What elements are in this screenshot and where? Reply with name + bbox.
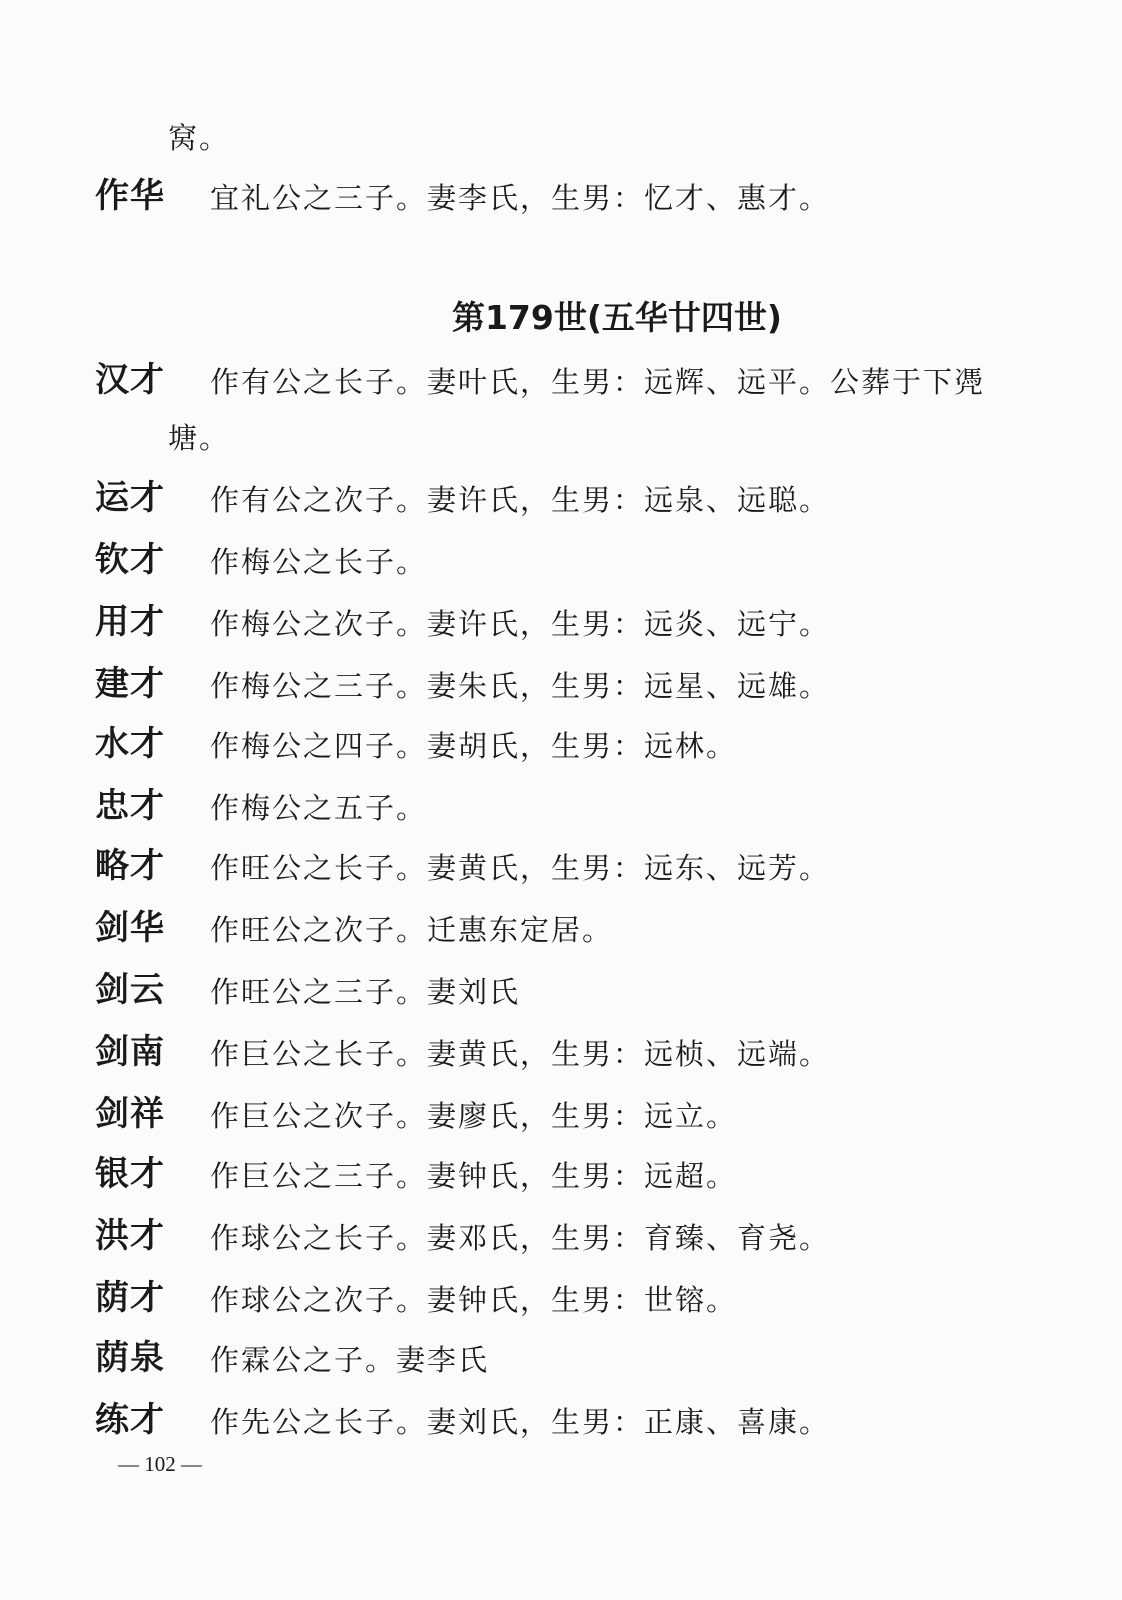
entry-name: 剑南 [95,1032,165,1072]
entry-name: 钦才 [95,540,165,580]
entry-text: 作梅公之三子。妻朱氏，生男：远星、远雄。 [210,669,831,703]
entry-text: 作先公之长子。妻刘氏，生男：正康、喜康。 [210,1405,831,1439]
entry-text: 作巨公之长子。妻黄氏，生男：远桢、远端。 [210,1037,831,1071]
continuation-text: 窝。 [168,121,231,155]
entry-text: 作旺公之次子。迁惠东定居。 [210,913,614,947]
entry-name: 练才 [95,1400,165,1440]
entry-name: 银才 [95,1154,165,1194]
entry-text: 作球公之次子。妻钟氏，生男：世镕。 [210,1283,738,1317]
entry-name: 略才 [95,846,165,886]
entry-name: 荫才 [95,1278,165,1318]
entry-text: 作梅公之长子。 [210,545,428,579]
entry-name: 荫泉 [95,1338,165,1378]
entry-name: 作华 [95,176,165,216]
entry-text: 作有公之长子。妻叶氏，生男：远辉、远平。公葬于下凴 [210,365,986,399]
page-number: — 102 — [118,1452,202,1476]
entry-name: 洪才 [95,1216,165,1256]
entry-name: 忠才 [95,786,165,826]
entry-name: 运才 [95,478,165,518]
entry-text: 作巨公之三子。妻钟氏，生男：远超。 [210,1159,738,1193]
entry-text: 作梅公之四子。妻胡氏，生男：远林。 [210,729,738,763]
entry-text: 作梅公之五子。 [210,791,428,825]
entry-text: 作有公之次子。妻许氏，生男：远泉、远聪。 [210,483,831,517]
entry-text-continuation: 塘。 [168,421,231,455]
entry-name: 建才 [95,664,165,704]
generation-heading: 第179世(五华廿四世) [451,298,783,337]
entry-text: 宜礼公之三子。妻李氏，生男：忆才、惠才。 [210,181,831,215]
entry-name: 水才 [95,724,165,764]
entry-name: 剑祥 [95,1094,165,1134]
entry-name: 剑华 [95,908,165,948]
entry-text: 作球公之长子。妻邓氏，生男：育臻、育尧。 [210,1221,831,1255]
entry-text: 作梅公之次子。妻许氏，生男：远炎、远宁。 [210,607,831,641]
entry-text: 作霖公之子。妻李氏 [210,1343,490,1377]
entry-text: 作旺公之三子。妻刘氏 [210,975,521,1009]
entry-name: 剑云 [95,970,165,1010]
entry-text: 作旺公之长子。妻黄氏，生男：远东、远芳。 [210,851,831,885]
entry-text: 作巨公之次子。妻廖氏，生男：远立。 [210,1099,738,1133]
entry-name: 用才 [95,602,165,642]
entry-name: 汉才 [95,360,165,400]
